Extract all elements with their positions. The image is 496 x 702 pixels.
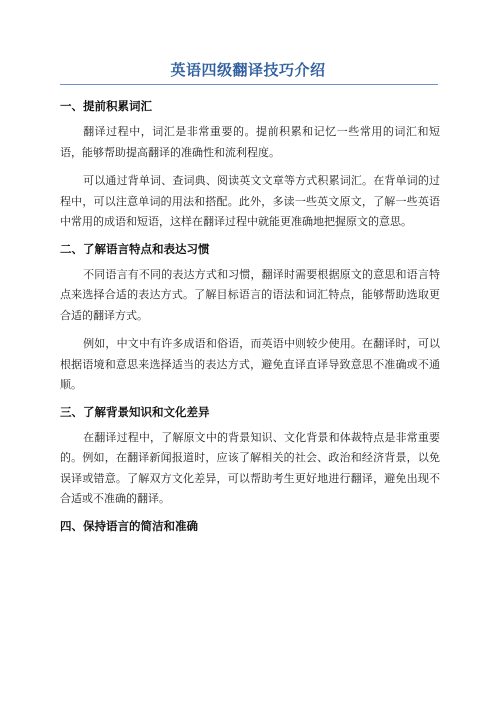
section-heading: 三、了解背景知识和文化差异 xyxy=(60,404,210,419)
section-background-culture xyxy=(60,404,440,510)
section-language-features xyxy=(60,241,440,396)
section-heading: 二、了解语言特点和表达习惯 xyxy=(60,241,210,256)
document-body xyxy=(60,92,440,542)
title-divider xyxy=(60,84,438,85)
paragraph: 翻译过程中，词汇是非常重要的。提前积累和记忆一些常用的词汇和短语，能够帮助提高翻译的准确性和流利程度。 xyxy=(60,125,440,159)
paragraph: 不同语言有不同的表达方式和习惯，翻译时需要根据原文的意思和语言特点来选择合适的表达方式。了解目标语言的语法和词汇特点，能够帮助选取更合适的翻译方式。 xyxy=(60,267,440,322)
section-heading: 四、保持语言的简洁和准确 xyxy=(60,518,198,533)
section-concise-accurate xyxy=(60,518,440,534)
document-title: 英语四级翻译技巧介绍 xyxy=(170,61,326,79)
section-accumulate-vocabulary xyxy=(60,98,440,233)
paragraph: 例如，中文中有许多成语和俗语，而英语中则较少使用。在翻译时，可以根据语境和意思来选择适当的表达方式，避免直译直译导致意思不准确或不通顺。 xyxy=(60,337,440,391)
section-heading: 一、提前积累词汇 xyxy=(60,99,152,113)
paragraph: 在翻译过程中，了解原文中的背景知识、文化背景和体裁特点是非常重要的。例如，在翻译新闻报道时，应该了解相关的社会、政治和经济背景，以免误译或错意。了解双方文化差异，可以帮助考生更好地进行翻译，避免出现不合适或不准确的翻译。 xyxy=(60,430,440,505)
paragraph: 可以通过背单词、查词典、阅读英文文章等方式积累词汇。在背单词的过程中，可以注意单词的用法和搭配。此外，多读一些英文原文，了解一些英语中常用的成语和短语，这样在翻译过程中就能更准确地把握原文的意思。 xyxy=(60,174,440,228)
